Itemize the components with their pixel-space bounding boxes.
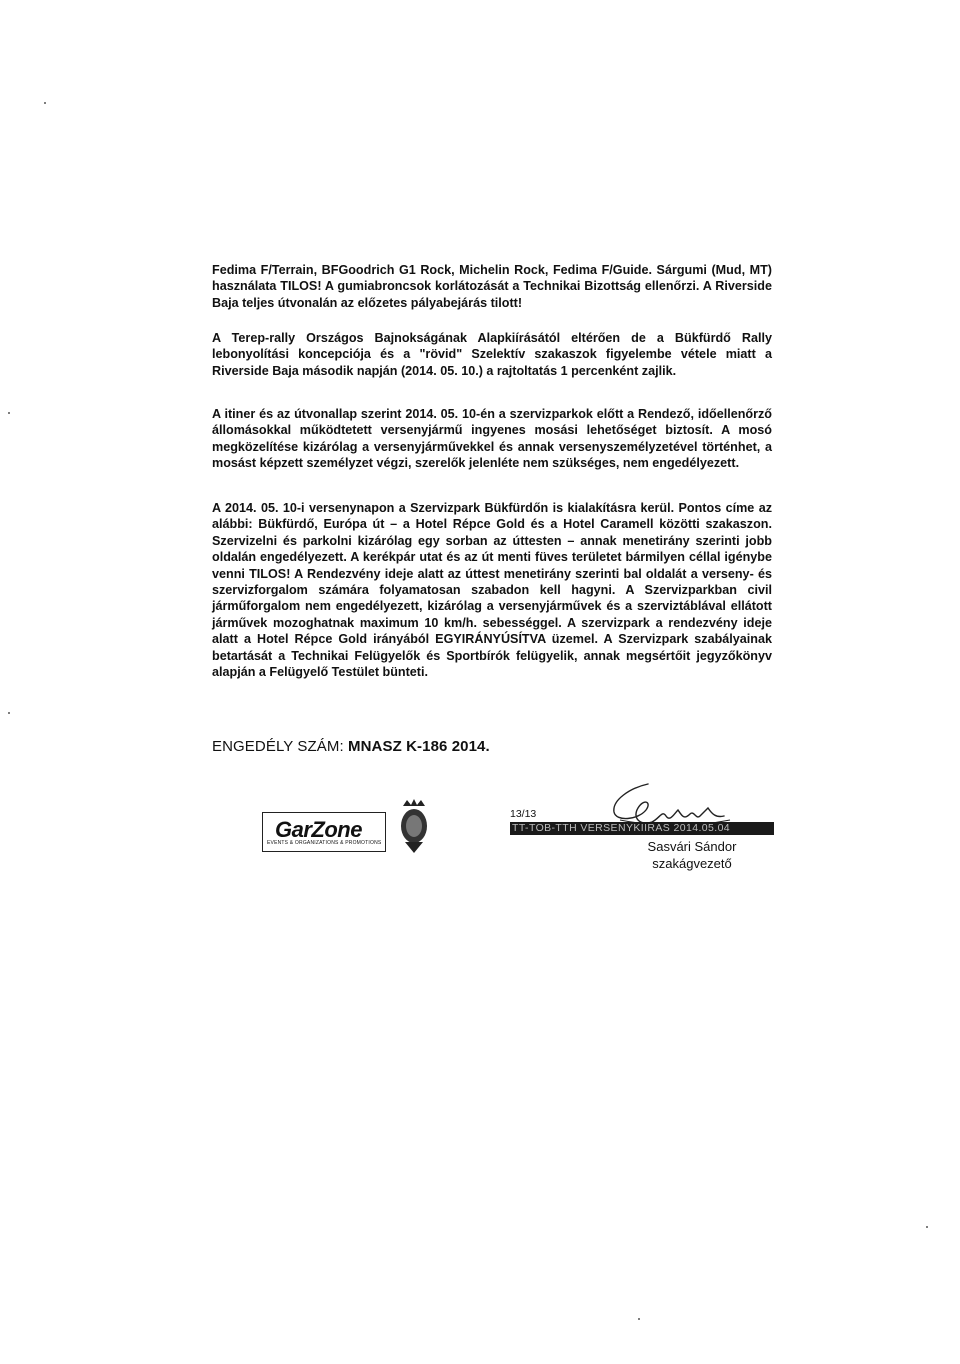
logo-subtitle: EVENTS & ORGANIZATIONS & PROMOTIONS	[267, 840, 382, 846]
scan-speck	[8, 412, 10, 414]
paragraph-service-park: A 2014. 05. 10-i versenynapon a Szervizpark Bükfürdőn is kialakításra kerül. Pontos címe az alábbi: Bükfürdő, Európa út – a Hotel Répce Gold és a Hotel Caramell közötti szakaszon. Szervizelni és parkolni kizárólag egy sorban az úttesten – annak menetirány szerinti jobb oldalán engedélyezett. A kerékpár utat és az út menti füves területet bármilyen céllal igénybe venni TILOS! A Rendezvény ideje alatt az úttest menetirány szerinti bal oldalát a verseny- és szervizforgalom számára folyamatosan szabadon kell hagyni. A Szervizparkban civil járműforgalom nem engedélyezett, kizárólag a versenyjárművek és a szerviztáblával ellátott járművek mozoghatnak maximum 10 km/h. sebességgel. A szervizpark a rendezvény ideje alatt a Hotel Répce Gold irányából EGYIRÁNYÚSÍTVA üzemel. A Szervizpark szabályainak betartását a Technikai Felügyelők és Sportbírók felügyelik, annak megsértőit jegyzőkönyv alapján a Felügyelő Testület bünteti.	[212, 501, 772, 680]
scan-speck	[44, 102, 46, 104]
page-number: 13/13	[510, 808, 537, 820]
paragraph-washing: A itiner és az útvonallap szerint 2014. 05. 10-én a szervizparkok előtt a Rendező, időellenőrző állomásokkal működtetett versenyjármű ingyenes mosási lehetőséget biztosít. A mosó megközelítése kizárólag a versenyjárművekkel és annak versenyszemélyzetével történhet, a mosást képzett személyzet végzi, szerelők jelenléte nem szükséges, nem engedélyezett.	[212, 407, 772, 471]
paragraph-tire-rules: Fedima F/Terrain, BFGoodrich G1 Rock, Michelin Rock, Fedima F/Guide. Sárgumi (Mud, MT) használata TILOS! A gumiabroncsok korlátozását a Technikai Bizottság ellenőrzi. A Riverside Baja teljes útvonalán az előzetes pályabejárás tilott!	[212, 263, 772, 310]
permit-number	[212, 738, 490, 755]
crest-icon	[397, 798, 431, 854]
paragraph-start-interval: A Terep-rally Országos Bajnokságának Alapkiírásától eltérően de a Bükfürdő Rally lebonyolítási koncepciója és a "rövid" Szelektív szakaszok figyelembe vétele miatt a Riverside Baja második napján (2014. 05. 10.) a rajtoltatás 1 percenként zajlik.	[212, 331, 772, 378]
signer-name: Sasvári Sándor	[647, 839, 737, 854]
signer-block	[612, 838, 772, 872]
scan-speck	[8, 712, 10, 714]
document-id-bar: TT-TOB-TTH VERSENYKIIRAS 2014.05.04	[510, 822, 774, 835]
signer-title: szakágvezető	[652, 856, 732, 871]
organizer-logo	[262, 812, 432, 872]
garzone-logo	[262, 812, 386, 852]
scan-speck	[638, 1318, 640, 1320]
permit-value: MNASZ K-186 2014.	[348, 738, 490, 755]
scan-speck	[926, 1226, 928, 1228]
logo-text: GarZone	[275, 817, 362, 842]
permit-label: ENGEDÉLY SZÁM:	[212, 738, 344, 755]
